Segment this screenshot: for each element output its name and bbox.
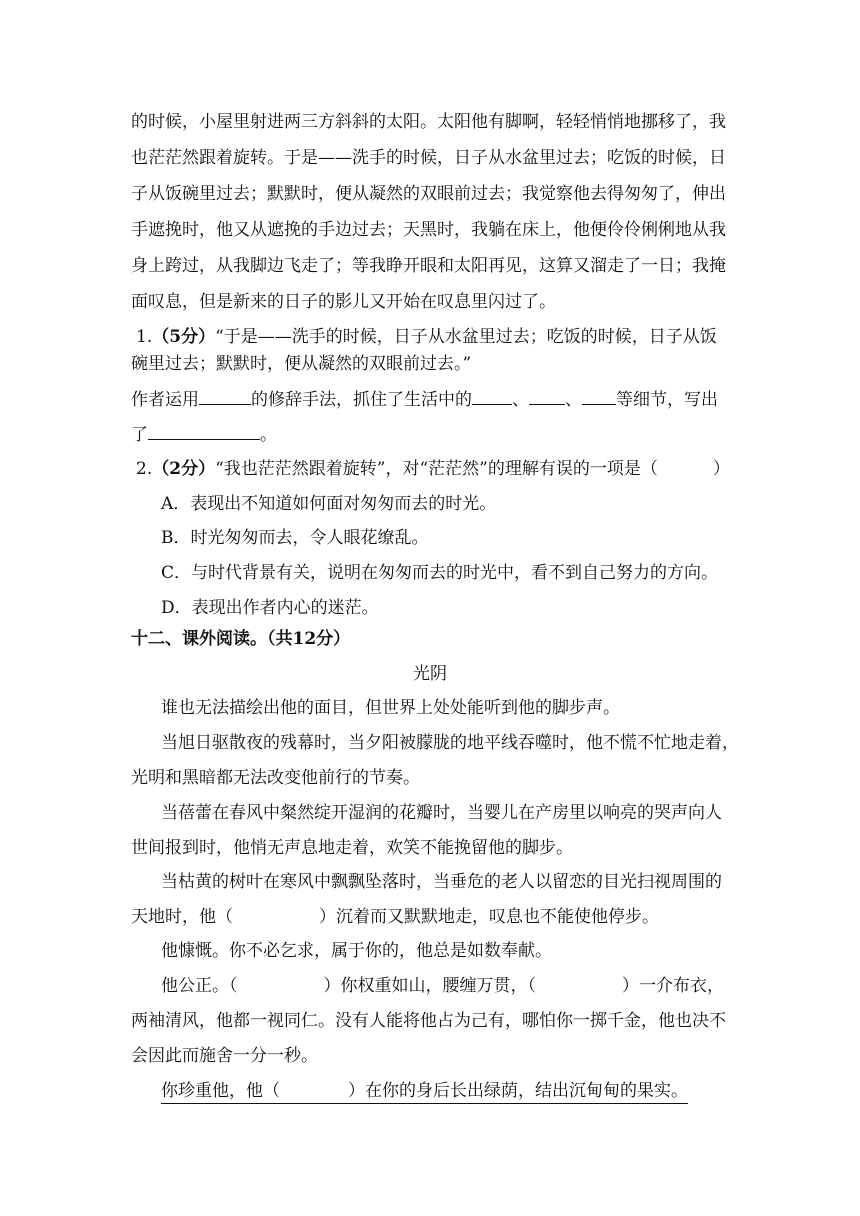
- paragraph-cont: 两袖清风，他都一视同仁。没有人能将他占为己有，哪怕你一掷千金，他也决不: [131, 1011, 726, 1031]
- answer-blank[interactable]: [199, 388, 251, 405]
- option-b[interactable]: B．时光匆匆而去，令人眼花缭乱。: [161, 528, 429, 548]
- question-1-line2: 碗里过去；默默时，便从凝然的双眼前过去。”: [131, 354, 472, 374]
- question-1-fill-2: 了 。: [131, 425, 277, 445]
- question-score: （2分）: [152, 459, 216, 479]
- paragraph: 他慷慨。你不必乞求，属于你的，他总是如数奉献。: [161, 941, 552, 961]
- answer-paren-close: ）: [713, 459, 730, 479]
- answer-blank[interactable]: [472, 388, 512, 405]
- passage-title: 光阴: [413, 664, 447, 684]
- passage-line: 也茫茫然跟着旋转。于是——洗手的时候，日子从水盆里过去；吃饭的时候，日: [131, 148, 726, 168]
- paragraph-cont: 光明和黑暗都无法改变他前行的节奏。: [131, 768, 420, 788]
- passage-line: 身上跨过，从我脚边飞走了；等我睁开眼和太阳再见，这算又溜走了一日；我掩: [131, 256, 726, 276]
- answer-blank[interactable]: [529, 388, 565, 405]
- underlined-sentence: 你珍重他，他（ ）在你的身后长出绿荫，结出沉甸甸的果实。: [161, 1080, 688, 1102]
- option-a[interactable]: A．表现出不知道如何面对匆匆而去的时光。: [161, 494, 497, 514]
- section-heading: 十二、课外阅读。（共12分）: [131, 629, 351, 649]
- question-text: “我也茫茫然跟着旋转”，对“茫茫然”的理解有误的一项是（: [215, 459, 658, 479]
- option-c[interactable]: C．与时代背景有关，说明在匆匆而去的时光中，看不到自己努力的方向。: [161, 563, 719, 583]
- question-text: “于是——洗手的时候，日子从水盆里过去；吃饭的时候，日子从饭: [215, 327, 717, 347]
- paragraph: 当旭日驱散夜的残幕时，当夕阳被朦胧的地平线吞噬时，他不慌不忙地走着，: [161, 733, 739, 753]
- question-1: [136, 326, 717, 348]
- answer-blank[interactable]: [582, 388, 616, 405]
- answer-blank[interactable]: [148, 423, 260, 440]
- paragraph: 当枯黄的树叶在寒风中飘飘坠落时，当垂危的老人以留恋的目光扫视周围的: [161, 872, 722, 892]
- paragraph-cont: 会因此而施舍一分一秒。: [131, 1046, 318, 1066]
- question-1-fill: 作者运用 的修辞手法，抓住了生活中的 、 、 等细节，写出: [131, 390, 718, 410]
- passage-line: 的时候，小屋里射进两三方斜斜的太阳。太阳他有脚啊，轻轻悄悄地挪移了，我: [131, 112, 726, 132]
- passage-line: 手遮挽时，他又从遮挽的手边过去；天黑时，我躺在床上，他便伶伶俐俐地从我: [131, 220, 726, 240]
- paragraph: 他公正。（ ）你权重如山，腰缠万贯，（ ）一介布衣，: [161, 976, 724, 996]
- question-score: （5分）: [152, 327, 216, 347]
- passage-line: 子从饭碗里过去；默默时，便从凝然的双眼前过去；我觉察他去得匆匆了，伸出: [131, 184, 726, 204]
- option-d[interactable]: D．表现出作者内心的迷茫。: [161, 598, 379, 618]
- question-number: 2.: [136, 459, 153, 479]
- paragraph: 谁也无法描绘出他的面目，但世界上处处能听到他的脚步声。: [161, 698, 620, 718]
- question-number: 1.: [136, 327, 153, 347]
- paragraph: 当蓓蕾在春风中粲然绽开湿润的花瓣时，当婴儿在产房里以响亮的哭声向人: [161, 803, 722, 823]
- question-2: [136, 458, 658, 480]
- passage-line: 面叹息，但是新来的日子的影儿又开始在叹息里闪过了。: [131, 292, 556, 312]
- paragraph-cont: 世间报到时，他悄无声息地走着，欢笑不能挽留他的脚步。: [131, 838, 573, 858]
- paragraph-cont: 天地时，他（ ）沉着而又默默地走，叹息也不能使他停步。: [131, 907, 659, 927]
